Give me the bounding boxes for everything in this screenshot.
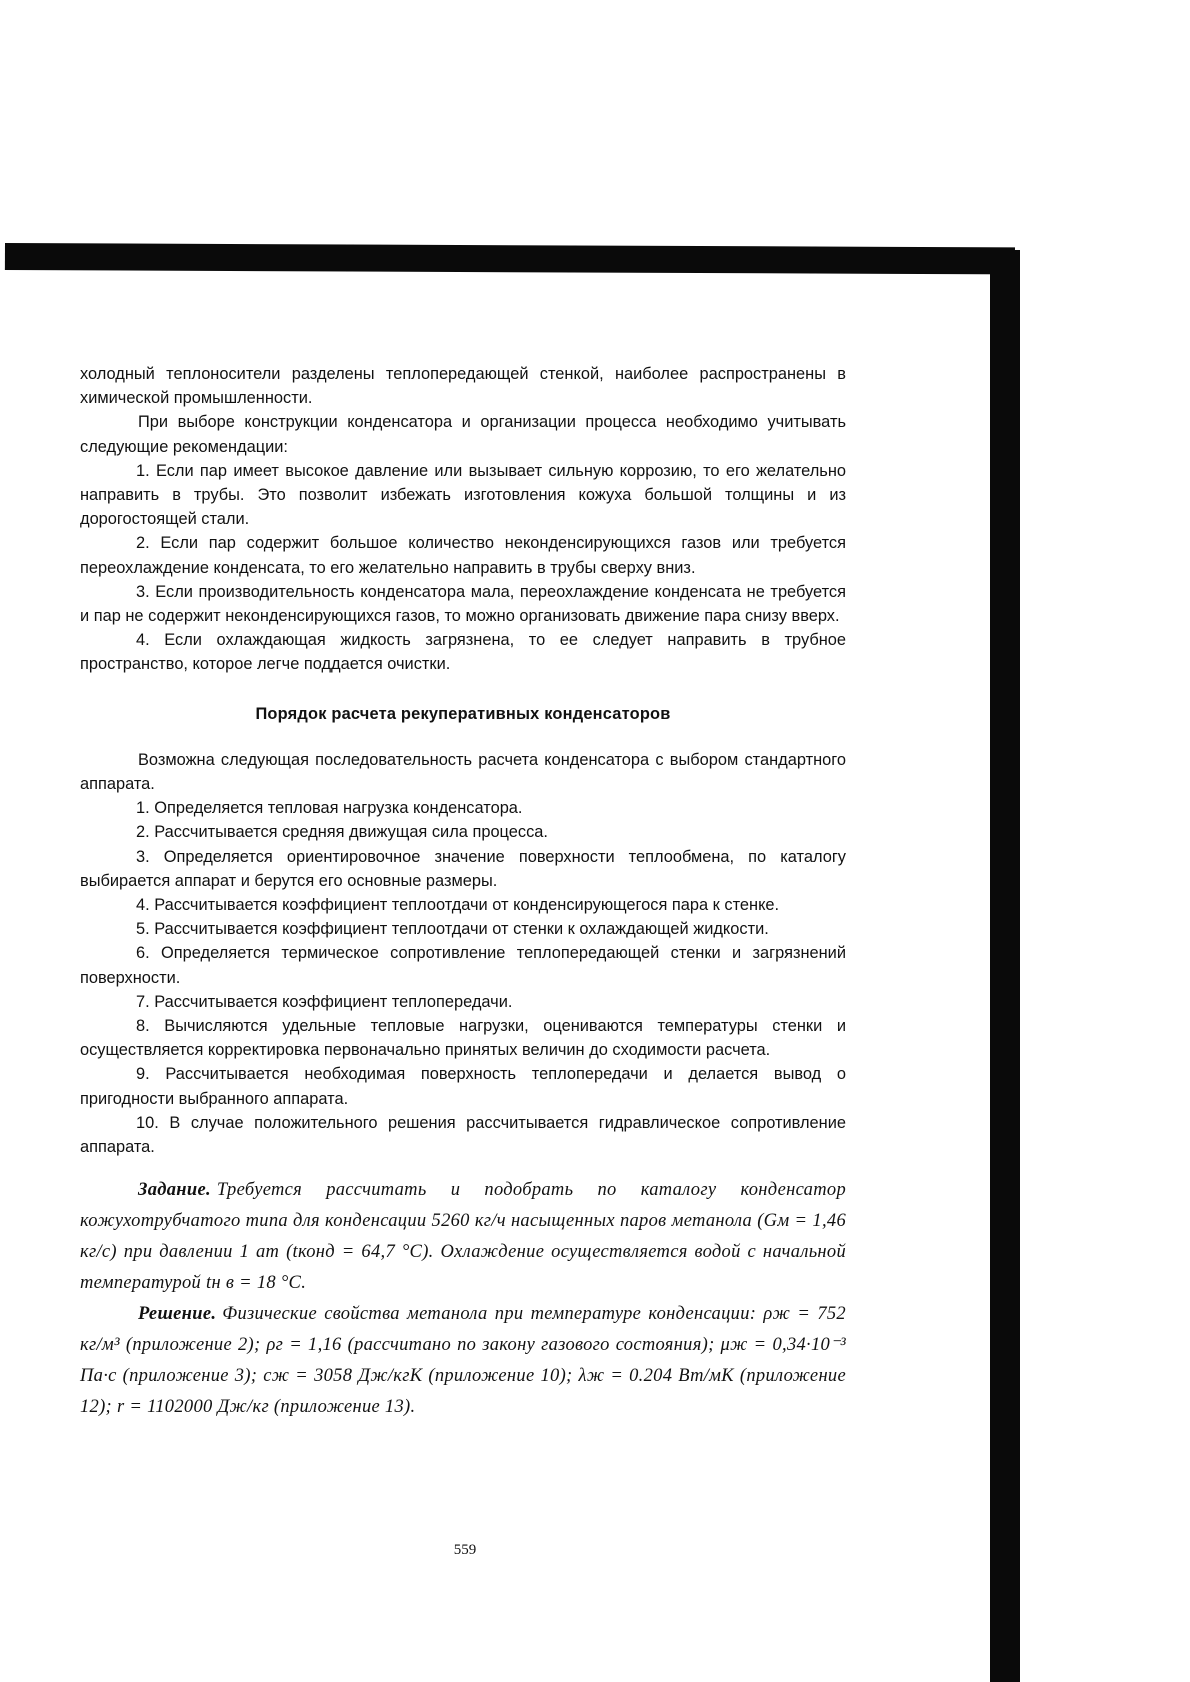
recommendation-item: 4. Если охлаждающая жидкость загрязнена, то ее следует направить в трубное пространство, которое легче поддается очистки. [80, 631, 846, 674]
task-paragraph [80, 1175, 846, 1299]
intro-continuation: холодный теплоносители разделены теплопередающей стенкой, наиболее распространены в химической промышленности. [80, 365, 846, 408]
solution-label: Решение. [138, 1304, 217, 1325]
solution-paragraph [80, 1299, 846, 1423]
calculation-step: 1. Определяется тепловая нагрузка конденсатора. [136, 799, 523, 818]
scan-edge-top [5, 243, 1015, 274]
calculation-step: 2. Рассчитывается средняя движущая сила процесса. [136, 823, 548, 842]
page-number: 559 [453, 1542, 477, 1558]
recommendation-item: 1. Если пар имеет высокое давление или вызывает сильную коррозию, то его желательно направить в трубы. Это позволит избежать изготовления кожуха большой толщины и из дорогостоящей стали. [80, 461, 846, 529]
task-label: Задание. [138, 1180, 211, 1201]
calculation-step: 9. Рассчитывается необходимая поверхность теплопередачи и делается вывод о пригодности выбранного аппарата. [80, 1065, 846, 1108]
task-block [80, 1175, 846, 1423]
calculation-step: 10. В случае положительного решения рассчитывается гидравлическое сопротивление аппарата. [80, 1113, 846, 1157]
recommendation-item: 2. Если пар содержит большое количество неконденсирующихся газов или требуется переохлаждение конденсата, то его желательно направить в трубы сверху вниз. [80, 534, 846, 577]
scan-edge-right [990, 250, 1020, 1682]
calculation-step: 8. Вычисляются удельные тепловые нагрузки, оцениваются температуры стенки и осуществляется корректировка первоначально принятых величин до сходимости расчета. [80, 1017, 846, 1060]
intro-paragraph: При выборе конструкции конденсатора и организации процесса необходимо учитывать следующие рекомендации: [80, 413, 846, 456]
calculation-step: 4. Рассчитывается коэффициент теплоотдачи от конденсирующегося пара к стенке. [136, 896, 780, 915]
solution-text: Физические свойства метанола при температуре конденсации: ρж = 752 кг/м³ (приложение 2); ρг = 1,16 (рассчитано по закону газового состояния); μж = 0,34·10⁻³ Па·с (приложение 3); cж = 3058 Дж/кгК (приложение 10); λж = 0.204 Вт/мК (приложение 12); r = 1102000 Дж/кг (приложение 13). [80, 1304, 846, 1418]
task-text: Требуется рассчитать и подобрать по каталогу конденсатор кожухотрубчатого типа для конденсации 5260 кг/ч насыщенных паров метанола (Gм = 1,46 кг/с) при давлении 1 ат (tконд = 64,7 °C). Охлаждение осуществляется водой с начальной температурой tн в = 18 °C. [80, 1180, 846, 1294]
section-intro: Возможна следующая последовательность расчета конденсатора с выбором стандартного аппарата. [80, 750, 846, 794]
calculation-step: 5. Рассчитывается коэффициент теплоотдачи от стенки к охлаждающей жидкости. [136, 920, 769, 939]
section-heading: Порядок расчета рекуперативных конденсаторов [255, 704, 671, 723]
page-body [80, 362, 846, 1423]
recommendation-item: 3. Если производительность конденсатора мала, переохлаждение конденсата не требуется и пар не содержит неконденсирующихся газов, то можно организовать движение пара снизу вверх. [80, 582, 846, 626]
calculation-step: 3. Определяется ориентировочное значение поверхности теплообмена, по каталогу выбирается аппарат и берутся его основные размеры. [80, 847, 846, 890]
calculation-step: 7. Рассчитывается коэффициент теплопередачи. [136, 992, 513, 1011]
calculation-step: 6. Определяется термическое сопротивление теплопередающей стенки и загрязнений поверхности. [80, 944, 846, 987]
